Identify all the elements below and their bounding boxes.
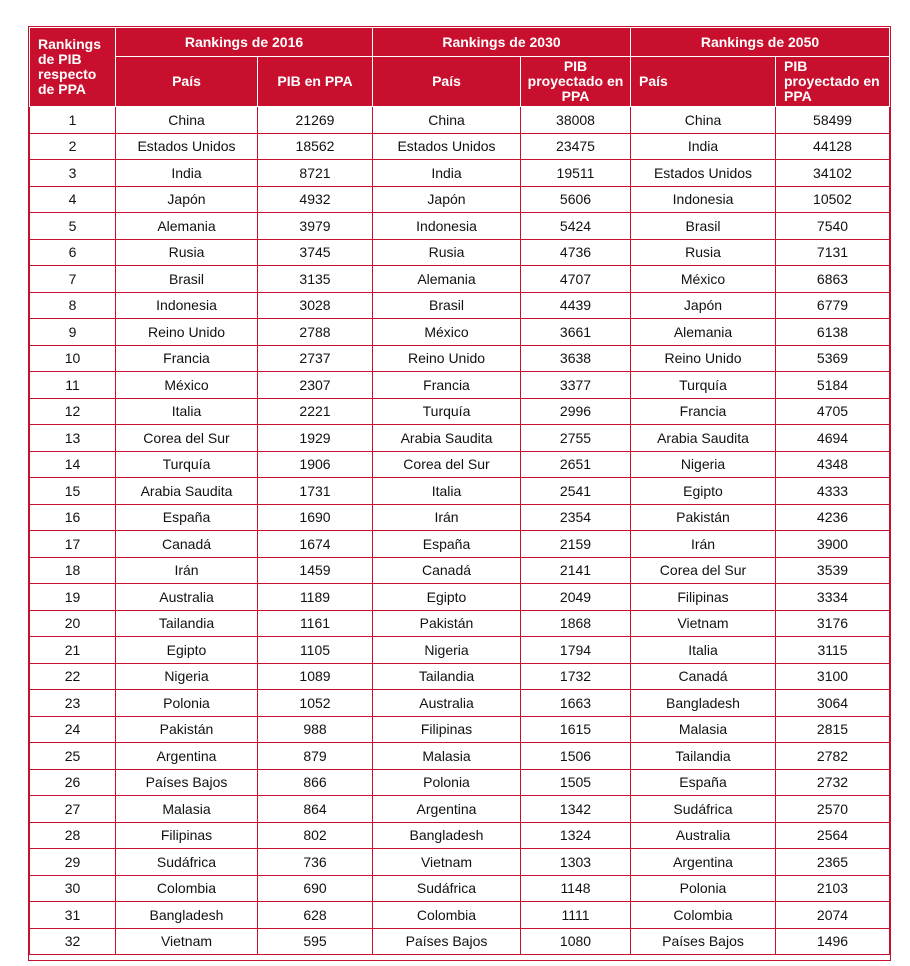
gdp-2030-cell: 1505	[521, 769, 631, 796]
gdp-2030-cell: 2651	[521, 451, 631, 478]
rank-cell: 1	[30, 107, 116, 134]
country-2030-cell: Egipto	[373, 584, 521, 611]
rank-cell: 21	[30, 637, 116, 664]
country-2050-cell: Sudáfrica	[631, 796, 776, 823]
country-2050-cell: Polonia	[631, 875, 776, 902]
gdp-2030-cell: 3638	[521, 345, 631, 372]
gdp-2030-cell: 4707	[521, 266, 631, 293]
country-2030-cell: Polonia	[373, 769, 521, 796]
country-2030-cell: Vietnam	[373, 849, 521, 876]
country-2016-cell: México	[116, 372, 258, 399]
value-header-2050: PIB proyectado en PPA	[776, 57, 890, 107]
gdp-2050-cell: 2103	[776, 875, 890, 902]
gdp-2016-cell: 988	[258, 716, 373, 743]
gdp-2030-cell: 5606	[521, 186, 631, 213]
rank-cell: 10	[30, 345, 116, 372]
country-2016-cell: Argentina	[116, 743, 258, 770]
country-2050-cell: Colombia	[631, 902, 776, 929]
country-2050-cell: Canadá	[631, 663, 776, 690]
country-2016-cell: Arabia Saudita	[116, 478, 258, 505]
rank-cell: 14	[30, 451, 116, 478]
table-row	[30, 213, 890, 240]
country-2030-cell: Países Bajos	[373, 928, 521, 955]
country-2050-cell: Japón	[631, 292, 776, 319]
gdp-2050-cell: 2365	[776, 849, 890, 876]
table-row	[30, 557, 890, 584]
table-row	[30, 531, 890, 558]
gdp-2030-cell: 2049	[521, 584, 631, 611]
country-2030-cell: España	[373, 531, 521, 558]
gdp-2050-cell: 3539	[776, 557, 890, 584]
gdp-2016-cell: 2307	[258, 372, 373, 399]
rank-cell: 19	[30, 584, 116, 611]
rank-cell: 29	[30, 849, 116, 876]
country-2050-cell: Nigeria	[631, 451, 776, 478]
country-2050-cell: Filipinas	[631, 584, 776, 611]
gdp-2030-cell: 2159	[521, 531, 631, 558]
rank-cell: 4	[30, 186, 116, 213]
table-row	[30, 425, 890, 452]
country-2016-cell: Turquía	[116, 451, 258, 478]
country-2030-cell: Pakistán	[373, 610, 521, 637]
country-2016-cell: Irán	[116, 557, 258, 584]
gdp-2030-cell: 38008	[521, 107, 631, 134]
gdp-2016-cell: 628	[258, 902, 373, 929]
country-2016-cell: España	[116, 504, 258, 531]
country-2016-cell: Brasil	[116, 266, 258, 293]
gdp-2030-cell: 2755	[521, 425, 631, 452]
country-2030-cell: Tailandia	[373, 663, 521, 690]
country-2016-cell: Tailandia	[116, 610, 258, 637]
country-2016-cell: Indonesia	[116, 292, 258, 319]
table-row	[30, 345, 890, 372]
rank-cell: 31	[30, 902, 116, 929]
gdp-2030-cell: 2354	[521, 504, 631, 531]
gdp-2050-cell: 7131	[776, 239, 890, 266]
country-2050-cell: Irán	[631, 531, 776, 558]
rank-cell: 16	[30, 504, 116, 531]
table-row	[30, 266, 890, 293]
country-2016-cell: Países Bajos	[116, 769, 258, 796]
country-2050-cell: Alemania	[631, 319, 776, 346]
gdp-2050-cell: 44128	[776, 133, 890, 160]
gdp-2016-cell: 3979	[258, 213, 373, 240]
gdp-2016-cell: 879	[258, 743, 373, 770]
rank-cell: 27	[30, 796, 116, 823]
country-2030-cell: Sudáfrica	[373, 875, 521, 902]
gdp-2030-cell: 1111	[521, 902, 631, 929]
country-2016-cell: Egipto	[116, 637, 258, 664]
country-2016-cell: Polonia	[116, 690, 258, 717]
country-2050-cell: Pakistán	[631, 504, 776, 531]
rank-cell: 26	[30, 769, 116, 796]
gdp-2016-cell: 1929	[258, 425, 373, 452]
country-2050-cell: Egipto	[631, 478, 776, 505]
country-2016-cell: Colombia	[116, 875, 258, 902]
country-2030-cell: Argentina	[373, 796, 521, 823]
country-2050-cell: Estados Unidos	[631, 160, 776, 187]
country-2030-cell: Malasia	[373, 743, 521, 770]
country-2030-cell: Francia	[373, 372, 521, 399]
country-header-2050: País	[631, 57, 776, 107]
rank-cell: 3	[30, 160, 116, 187]
table-row	[30, 160, 890, 187]
rank-column-header: Rankings de PIB respecto de PPA	[30, 28, 116, 107]
country-2050-cell: Bangladesh	[631, 690, 776, 717]
gdp-2030-cell: 4439	[521, 292, 631, 319]
country-2050-cell: México	[631, 266, 776, 293]
gdp-2030-cell: 1506	[521, 743, 631, 770]
country-2030-cell: Rusia	[373, 239, 521, 266]
country-2016-cell: Canadá	[116, 531, 258, 558]
gdp-2016-cell: 1161	[258, 610, 373, 637]
country-2016-cell: Alemania	[116, 213, 258, 240]
rank-cell: 30	[30, 875, 116, 902]
table-row	[30, 107, 890, 134]
gdp-2050-cell: 4236	[776, 504, 890, 531]
country-2016-cell: Italia	[116, 398, 258, 425]
table-row	[30, 875, 890, 902]
gdp-2050-cell: 2570	[776, 796, 890, 823]
table-row	[30, 451, 890, 478]
gdp-2050-cell: 2074	[776, 902, 890, 929]
gdp-2050-cell: 3334	[776, 584, 890, 611]
rank-cell: 20	[30, 610, 116, 637]
table-row	[30, 928, 890, 955]
table-row	[30, 186, 890, 213]
country-2030-cell: México	[373, 319, 521, 346]
country-2016-cell: Reino Unido	[116, 319, 258, 346]
country-2050-cell: Malasia	[631, 716, 776, 743]
country-2030-cell: Irán	[373, 504, 521, 531]
group-header-2016: Rankings de 2016	[116, 28, 373, 57]
gdp-2050-cell: 1496	[776, 928, 890, 955]
country-2050-cell: Indonesia	[631, 186, 776, 213]
gdp-2050-cell: 4705	[776, 398, 890, 425]
country-2016-cell: China	[116, 107, 258, 134]
group-header-2050: Rankings de 2050	[631, 28, 890, 57]
gdp-2050-cell: 2782	[776, 743, 890, 770]
gdp-2030-cell: 2996	[521, 398, 631, 425]
rank-cell: 8	[30, 292, 116, 319]
table-body	[30, 107, 890, 955]
gdp-2050-cell: 10502	[776, 186, 890, 213]
gdp-2030-cell: 2141	[521, 557, 631, 584]
table-row	[30, 690, 890, 717]
rank-cell: 2	[30, 133, 116, 160]
gdp-2050-cell: 4348	[776, 451, 890, 478]
gdp-2030-cell: 1794	[521, 637, 631, 664]
country-2016-cell: Sudáfrica	[116, 849, 258, 876]
table-row	[30, 292, 890, 319]
gdp-2030-cell: 23475	[521, 133, 631, 160]
country-2030-cell: Canadá	[373, 557, 521, 584]
gdp-2030-cell: 1324	[521, 822, 631, 849]
gdp-2050-cell: 34102	[776, 160, 890, 187]
country-2030-cell: Italia	[373, 478, 521, 505]
country-2050-cell: Arabia Saudita	[631, 425, 776, 452]
table-row	[30, 610, 890, 637]
rank-cell: 23	[30, 690, 116, 717]
table-row	[30, 769, 890, 796]
gdp-2016-cell: 690	[258, 875, 373, 902]
gdp-2050-cell: 3100	[776, 663, 890, 690]
table-row	[30, 716, 890, 743]
gdp-2016-cell: 8721	[258, 160, 373, 187]
rank-cell: 5	[30, 213, 116, 240]
gdp-2016-cell: 2737	[258, 345, 373, 372]
gdp-2050-cell: 3064	[776, 690, 890, 717]
gdp-2050-cell: 6138	[776, 319, 890, 346]
country-header-2030: País	[373, 57, 521, 107]
country-2050-cell: India	[631, 133, 776, 160]
gdp-ranking-table	[29, 27, 890, 955]
gdp-2016-cell: 3745	[258, 239, 373, 266]
country-2016-cell: Australia	[116, 584, 258, 611]
gdp-2016-cell: 1459	[258, 557, 373, 584]
gdp-2050-cell: 6779	[776, 292, 890, 319]
table-row	[30, 849, 890, 876]
gdp-2030-cell: 1732	[521, 663, 631, 690]
country-2016-cell: Pakistán	[116, 716, 258, 743]
rank-cell: 25	[30, 743, 116, 770]
country-2050-cell: Argentina	[631, 849, 776, 876]
table-row	[30, 902, 890, 929]
gdp-2016-cell: 736	[258, 849, 373, 876]
gdp-2016-cell: 1089	[258, 663, 373, 690]
country-2030-cell: Indonesia	[373, 213, 521, 240]
gdp-2050-cell: 58499	[776, 107, 890, 134]
country-2050-cell: Italia	[631, 637, 776, 664]
country-2050-cell: España	[631, 769, 776, 796]
gdp-2016-cell: 2221	[258, 398, 373, 425]
gdp-2016-cell: 1906	[258, 451, 373, 478]
country-2050-cell: Tailandia	[631, 743, 776, 770]
gdp-2016-cell: 1674	[258, 531, 373, 558]
country-2016-cell: Malasia	[116, 796, 258, 823]
country-2016-cell: India	[116, 160, 258, 187]
gdp-2030-cell: 1342	[521, 796, 631, 823]
rank-cell: 28	[30, 822, 116, 849]
table-row	[30, 743, 890, 770]
table-row	[30, 796, 890, 823]
country-2050-cell: Australia	[631, 822, 776, 849]
rank-cell: 6	[30, 239, 116, 266]
country-2030-cell: Nigeria	[373, 637, 521, 664]
gdp-2030-cell: 3661	[521, 319, 631, 346]
table-row	[30, 504, 890, 531]
rank-cell: 22	[30, 663, 116, 690]
country-2050-cell: Francia	[631, 398, 776, 425]
gdp-2016-cell: 1731	[258, 478, 373, 505]
rank-cell: 24	[30, 716, 116, 743]
gdp-2016-cell: 1052	[258, 690, 373, 717]
country-2050-cell: China	[631, 107, 776, 134]
table-row	[30, 478, 890, 505]
country-2030-cell: Australia	[373, 690, 521, 717]
rank-cell: 12	[30, 398, 116, 425]
table-row	[30, 822, 890, 849]
country-2016-cell: Japón	[116, 186, 258, 213]
rank-cell: 32	[30, 928, 116, 955]
group-header-2030: Rankings de 2030	[373, 28, 631, 57]
rank-cell: 13	[30, 425, 116, 452]
gdp-2030-cell: 1663	[521, 690, 631, 717]
country-2016-cell: Vietnam	[116, 928, 258, 955]
gdp-2016-cell: 3028	[258, 292, 373, 319]
gdp-2016-cell: 2788	[258, 319, 373, 346]
gdp-2030-cell: 1615	[521, 716, 631, 743]
gdp-2030-cell: 1303	[521, 849, 631, 876]
country-2030-cell: India	[373, 160, 521, 187]
gdp-2016-cell: 3135	[258, 266, 373, 293]
gdp-2030-cell: 5424	[521, 213, 631, 240]
gdp-2030-cell: 4736	[521, 239, 631, 266]
gdp-2050-cell: 4333	[776, 478, 890, 505]
gdp-2030-cell: 1868	[521, 610, 631, 637]
country-2030-cell: Reino Unido	[373, 345, 521, 372]
country-2030-cell: Estados Unidos	[373, 133, 521, 160]
country-2016-cell: Estados Unidos	[116, 133, 258, 160]
country-2050-cell: Rusia	[631, 239, 776, 266]
value-header-2030: PIB proyectado en PPA	[521, 57, 631, 107]
country-2050-cell: Reino Unido	[631, 345, 776, 372]
country-2030-cell: Filipinas	[373, 716, 521, 743]
gdp-2030-cell: 2541	[521, 478, 631, 505]
country-2050-cell: Brasil	[631, 213, 776, 240]
gdp-2050-cell: 2732	[776, 769, 890, 796]
gdp-2016-cell: 4932	[258, 186, 373, 213]
table-row	[30, 319, 890, 346]
country-2030-cell: Alemania	[373, 266, 521, 293]
gdp-2030-cell: 1148	[521, 875, 631, 902]
country-2016-cell: Francia	[116, 345, 258, 372]
country-2050-cell: Vietnam	[631, 610, 776, 637]
gdp-2016-cell: 1189	[258, 584, 373, 611]
gdp-2050-cell: 3900	[776, 531, 890, 558]
gdp-2016-cell: 18562	[258, 133, 373, 160]
gdp-2016-cell: 21269	[258, 107, 373, 134]
country-2050-cell: Países Bajos	[631, 928, 776, 955]
table-row	[30, 584, 890, 611]
country-2050-cell: Turquía	[631, 372, 776, 399]
gdp-2030-cell: 3377	[521, 372, 631, 399]
country-2016-cell: Bangladesh	[116, 902, 258, 929]
gdp-2050-cell: 5369	[776, 345, 890, 372]
gdp-2016-cell: 802	[258, 822, 373, 849]
table-row	[30, 398, 890, 425]
gdp-2016-cell: 1105	[258, 637, 373, 664]
gdp-2016-cell: 1690	[258, 504, 373, 531]
gdp-2050-cell: 2815	[776, 716, 890, 743]
country-2030-cell: China	[373, 107, 521, 134]
country-2030-cell: Colombia	[373, 902, 521, 929]
gdp-2050-cell: 4694	[776, 425, 890, 452]
table-row	[30, 133, 890, 160]
gdp-2050-cell: 7540	[776, 213, 890, 240]
table-row	[30, 663, 890, 690]
rank-cell: 11	[30, 372, 116, 399]
gdp-2050-cell: 2564	[776, 822, 890, 849]
gdp-2050-cell: 3176	[776, 610, 890, 637]
gdp-2030-cell: 19511	[521, 160, 631, 187]
rank-cell: 7	[30, 266, 116, 293]
rank-cell: 15	[30, 478, 116, 505]
country-2016-cell: Filipinas	[116, 822, 258, 849]
gdp-2016-cell: 864	[258, 796, 373, 823]
country-2030-cell: Bangladesh	[373, 822, 521, 849]
country-2050-cell: Corea del Sur	[631, 557, 776, 584]
country-2016-cell: Nigeria	[116, 663, 258, 690]
gdp-2016-cell: 866	[258, 769, 373, 796]
country-2016-cell: Corea del Sur	[116, 425, 258, 452]
table-row	[30, 239, 890, 266]
gdp-2050-cell: 3115	[776, 637, 890, 664]
rank-cell: 17	[30, 531, 116, 558]
gdp-2030-cell: 1080	[521, 928, 631, 955]
country-2030-cell: Arabia Saudita	[373, 425, 521, 452]
country-2030-cell: Japón	[373, 186, 521, 213]
rank-cell: 18	[30, 557, 116, 584]
value-header-2016: PIB en PPA	[258, 57, 373, 107]
country-2030-cell: Corea del Sur	[373, 451, 521, 478]
rank-cell: 9	[30, 319, 116, 346]
country-2030-cell: Brasil	[373, 292, 521, 319]
gdp-2016-cell: 595	[258, 928, 373, 955]
country-header-2016: País	[116, 57, 258, 107]
country-2016-cell: Rusia	[116, 239, 258, 266]
table-row	[30, 372, 890, 399]
table-row	[30, 637, 890, 664]
gdp-2050-cell: 5184	[776, 372, 890, 399]
country-2030-cell: Turquía	[373, 398, 521, 425]
gdp-2050-cell: 6863	[776, 266, 890, 293]
